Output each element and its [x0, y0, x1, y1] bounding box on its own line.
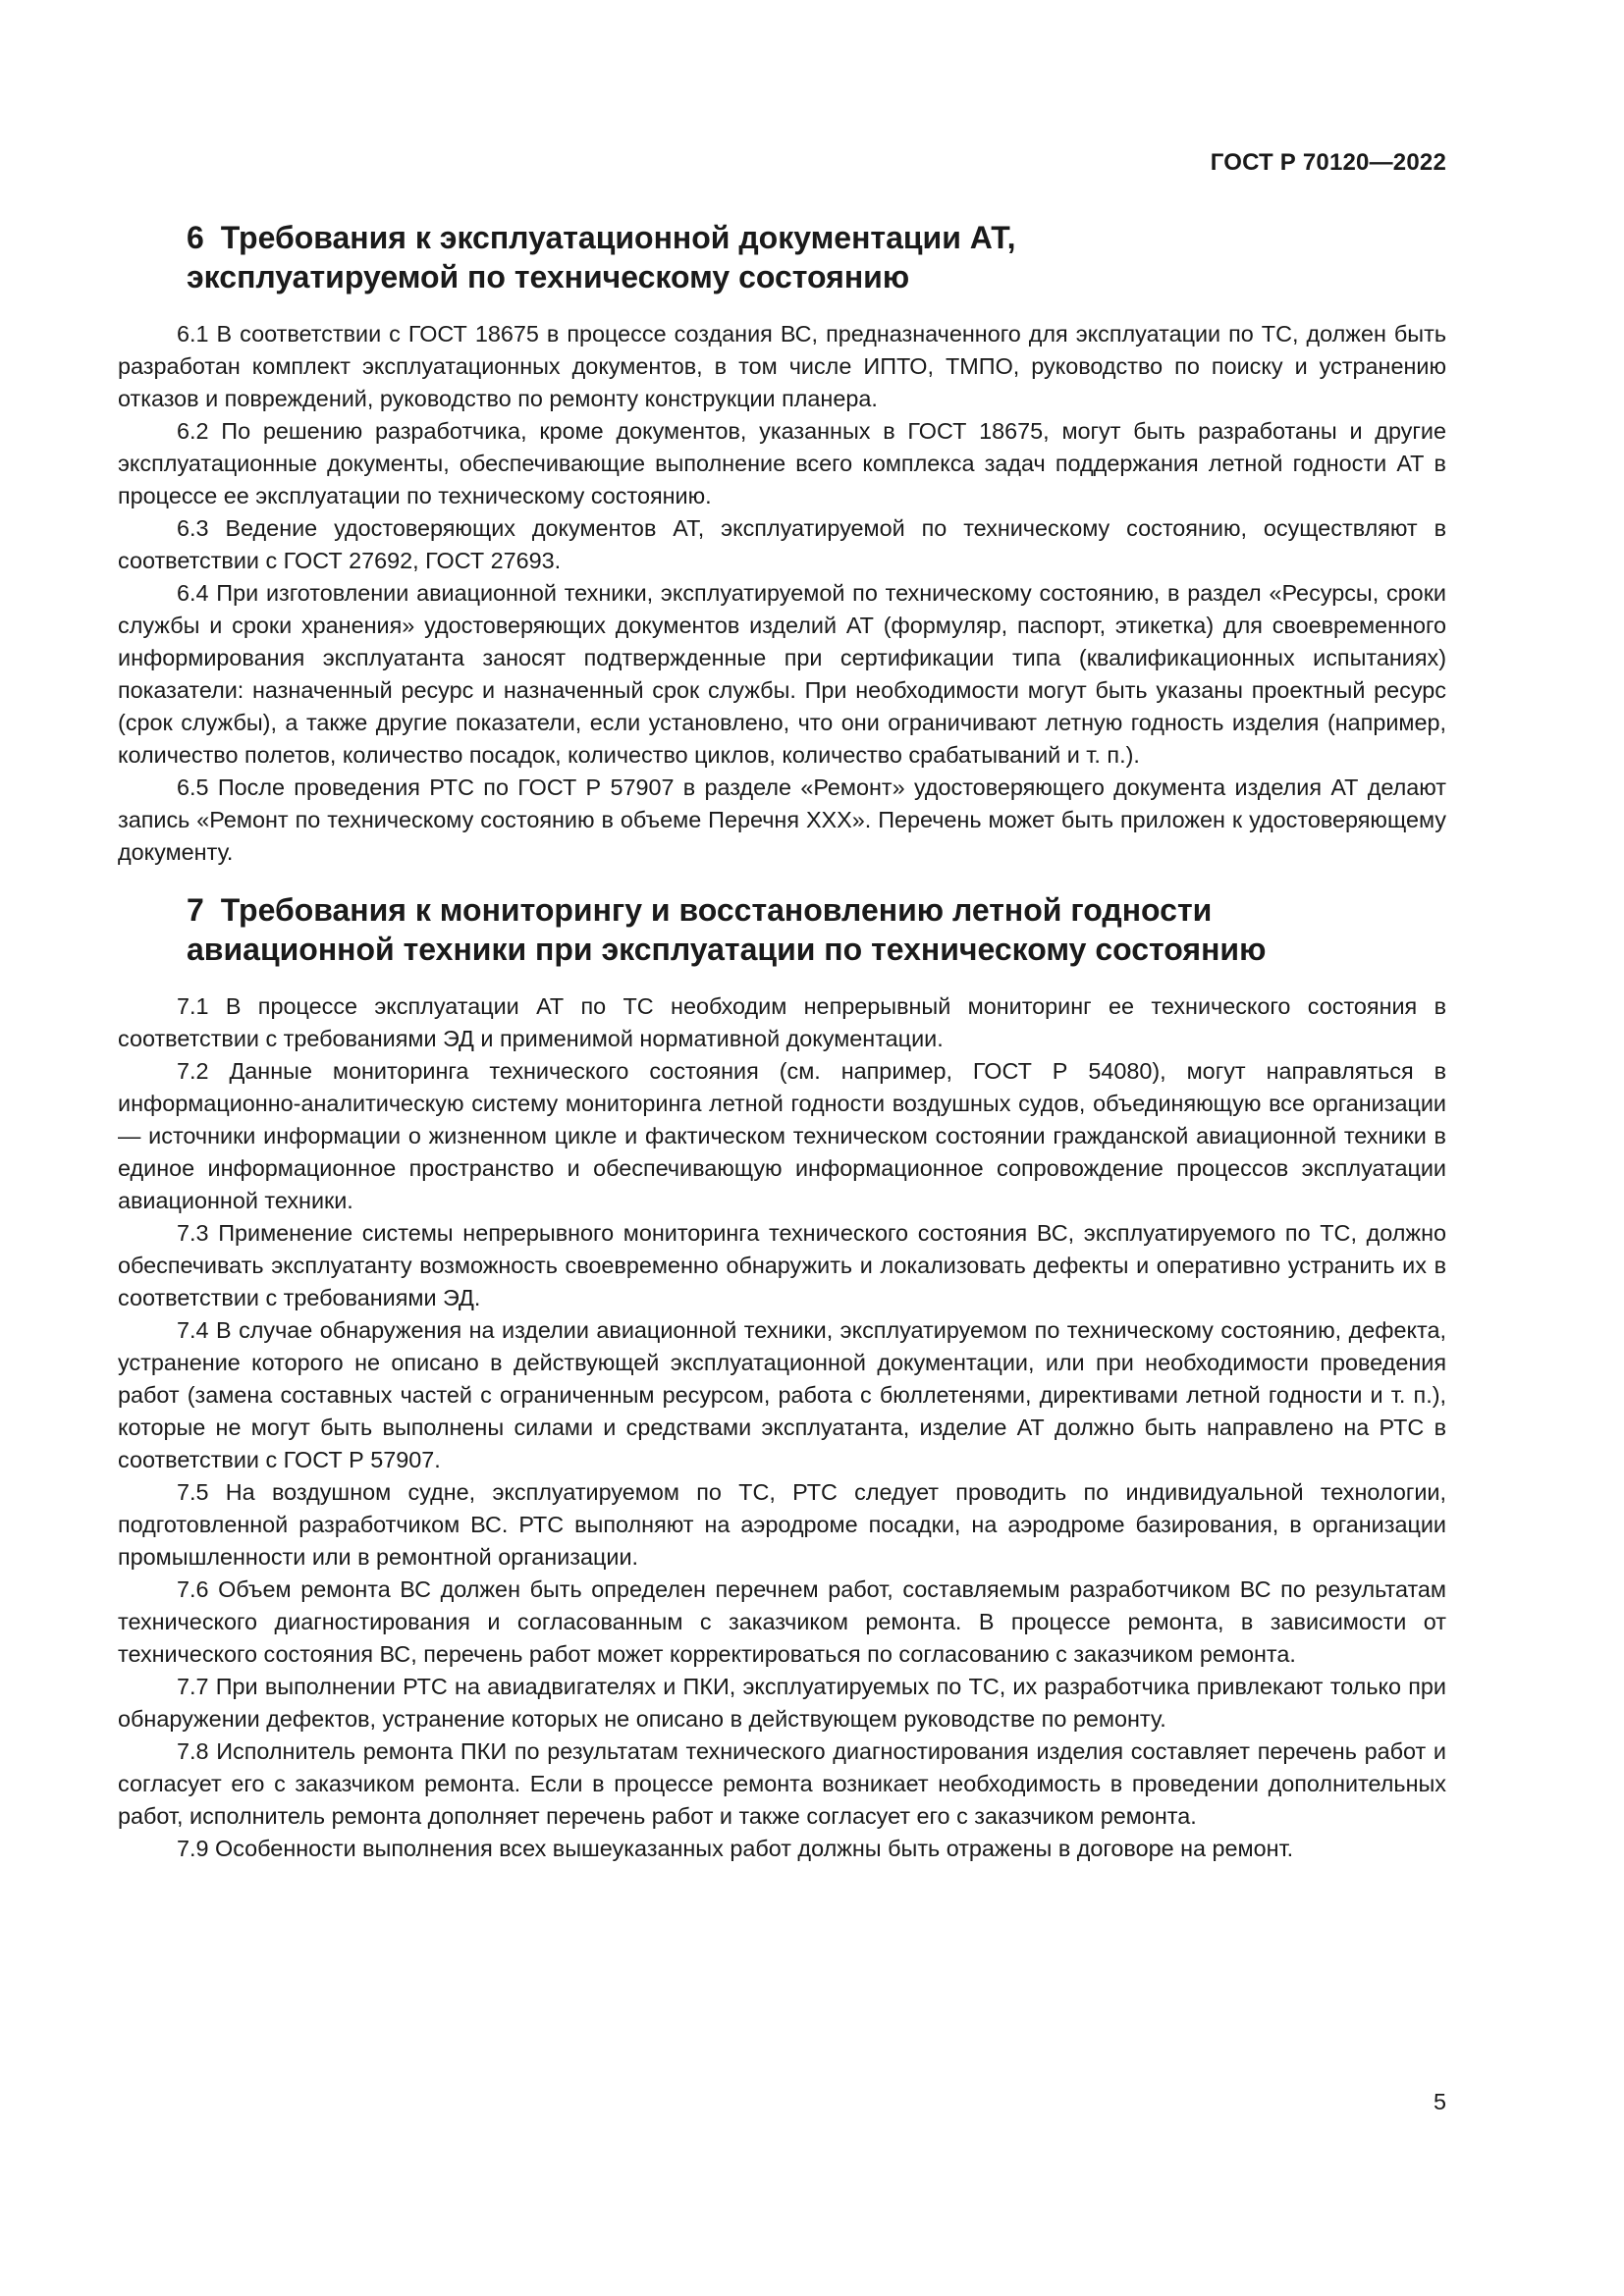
- paragraph-7-3: 7.3 Применение системы непрерывного мониторинга технического состояния ВС, эксплуатируемого по ТС, должно обеспечивать эксплуатанту возможность своевременно обнаружить и локализовать дефекты и оперативно устранить их в соответствии с требованиями ЭД.: [118, 1220, 1446, 1310]
- paragraph-7-7: 7.7 При выполнении РТС на авиадвигателях и ПКИ, эксплуатируемых по ТС, их разработчика привлекают только при обнаружении дефектов, устранение которых не описано в действующем руководстве по ремонту.: [118, 1674, 1446, 1732]
- section-7-title-line2: авиационной техники при эксплуатации по техническому состоянию: [187, 932, 1267, 967]
- section-6: [118, 218, 1446, 869]
- paragraph-6-1: 6.1 В соответствии с ГОСТ 18675 в процессе создания ВС, предназначенного для эксплуатации по ТС, должен быть разработан комплект эксплуатационных документов, в том числе ИПТО, ТМПО, руководство по поиску и устранению отказов и повреждений, руководство по ремонту конструкции планера.: [118, 321, 1446, 411]
- paragraph-7-5: 7.5 На воздушном судне, эксплуатируемом по ТС, РТС следует проводить по индивидуальной технологии, подготовленной разработчиком ВС. РТС выполняют на аэродроме посадки, на аэродроме базирования, в организации промышленности или в ремонтной организации.: [118, 1479, 1446, 1570]
- section-7-title-line1: [187, 890, 1446, 930]
- section-6-number: 6: [187, 220, 204, 255]
- paragraph-7-8: 7.8 Исполнитель ремонта ПКИ по результатам технического диагностирования изделия составляет перечень работ и согласует его с заказчиком ремонта. Если в процессе ремонта возникает необходимость в проведении дополнительных работ, исполнитель ремонта дополняет перечень работ и также согласует его с заказчиком ремонта.: [118, 1738, 1446, 1829]
- section-7-number: 7: [187, 892, 204, 928]
- section-7: [118, 890, 1446, 1865]
- section-6-title-text1: Требования к эксплуатационной документации АТ,: [220, 220, 1016, 255]
- paragraph-6-2: 6.2 По решению разработчика, кроме документов, указанных в ГОСТ 18675, могут быть разработаны и другие эксплуатационные документы, обеспечивающие выполнение всего комплекса задач поддержания летной годности АТ в процессе ее эксплуатации по техническому состоянию.: [118, 418, 1446, 508]
- document-code-header: ГОСТ Р 70120—2022: [1210, 149, 1446, 176]
- section-6-title: [118, 218, 1446, 296]
- section-6-title-line2: эксплуатируемой по техническому состоянию: [187, 259, 910, 294]
- section-7-title-text1: Требования к мониторингу и восстановлению летной годности: [220, 892, 1213, 928]
- paragraph-7-4: 7.4 В случае обнаружения на изделии авиационной техники, эксплуатируемом по техническому состоянию, дефекта, устранение которого не описано в действующей эксплуатационной документации, или при необходимости проведения работ (замена составных частей с ограниченным ресурсом, работа с бюллетенями, директивами летной годности и т. п.), которые не могут быть выполнены силами и средствами эксплуатанта, изделие АТ должно быть направлено на РТС в соответствии с ГОСТ Р 57907.: [118, 1317, 1446, 1472]
- section-7-title: [118, 890, 1446, 969]
- paragraph-6-4: 6.4 При изготовлении авиационной техники, эксплуатируемой по техническому состоянию, в раздел «Ресурсы, сроки службы и сроки хранения» удостоверяющих документов изделий АТ (формуляр, паспорт, этикетка) для своевременного информирования эксплуатанта заносят подтвержденные при сертификации типа (квалификационных испытаниях) показатели: назначенный ресурс и назначенный срок службы. При необходимости могут быть указаны проектный ресурс (срок службы), а также другие показатели, если установлено, что они ограничивают летную годность изделия (например, количество полетов, количество посадок, количество циклов, количество срабатываний и т. п.).: [118, 580, 1446, 768]
- section-6-title-line1: [187, 218, 1446, 257]
- paragraph-7-1: 7.1 В процессе эксплуатации АТ по ТС необходим непрерывный мониторинг ее технического состояния в соответствии с требованиями ЭД и применимой нормативной документации.: [118, 993, 1446, 1051]
- paragraph-7-2: 7.2 Данные мониторинга технического состояния (см. например, ГОСТ Р 54080), могут направляться в информационно-аналитическую систему мониторинга летной годности воздушных судов, объединяющую все организации — источники информации о жизненном цикле и фактическом техническом состоянии гражданской авиационной техники в единое информационное пространство и обеспечивающую информационное сопровождение процессов эксплуатации авиационной техники.: [118, 1058, 1446, 1213]
- page-number: 5: [1433, 2089, 1446, 2114]
- paragraph-7-9: 7.9 Особенности выполнения всех вышеуказанных работ должны быть отражены в договоре на ремонт.: [177, 1836, 1294, 1861]
- document-body: [118, 218, 1446, 1887]
- paragraph-7-6: 7.6 Объем ремонта ВС должен быть определен перечнем работ, составляемым разработчиком ВС по результатам технического диагностирования и согласованным с заказчиком ремонта. В процессе ремонта, в зависимости от технического состояния ВС, перечень работ может корректироваться по согласованию с заказчиком ремонта.: [118, 1576, 1446, 1667]
- paragraph-6-5: 6.5 После проведения РТС по ГОСТ Р 57907 в разделе «Ремонт» удостоверяющего документа изделия АТ делают запись «Ремонт по техническому состоянию в объеме Перечня XXX». Перечень может быть приложен к удостоверяющему документу.: [118, 774, 1446, 865]
- paragraph-6-3: 6.3 Ведение удостоверяющих документов АТ, эксплуатируемой по техническому состоянию, осуществляют в соответствии с ГОСТ 27692, ГОСТ 27693.: [118, 515, 1446, 573]
